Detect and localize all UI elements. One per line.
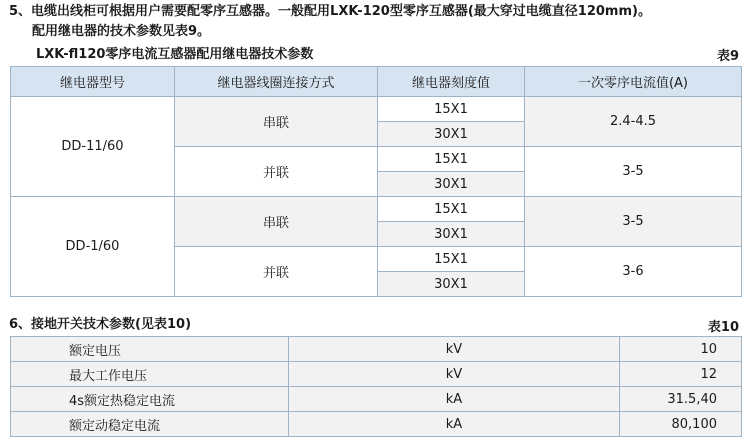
param-unit: kA	[289, 412, 620, 437]
param-name: 最大工作电压	[11, 362, 289, 387]
scale-cell: 15X1	[378, 247, 525, 272]
current-cell: 3-5	[525, 197, 742, 247]
param-value: 10	[620, 337, 742, 362]
section5-line2: 配用继电器的技术参数见表9。	[32, 24, 211, 39]
scale-cell: 30X1	[378, 122, 525, 147]
param-unit: kV	[289, 362, 620, 387]
param-value: 12	[620, 362, 742, 387]
header-scale: 继电器刻度值	[378, 67, 525, 97]
relay-params-table	[10, 66, 742, 297]
header-connection: 继电器线圈连接方式	[175, 67, 378, 97]
scale-cell: 15X1	[378, 97, 525, 122]
section5-line1: 5、电缆出线柜可根据用户需要配零序互感器。一般配用LXK-120型零序互感器(最大穿过电缆直径120mm)。	[9, 4, 651, 19]
scale-cell: 15X1	[378, 197, 525, 222]
param-value: 31.5,40	[620, 387, 742, 412]
table10-label: 表10	[707, 320, 739, 335]
current-cell: 2.4-4.5	[525, 97, 742, 147]
table-header-row	[11, 67, 742, 97]
scale-cell: 30X1	[378, 172, 525, 197]
relay-model-cell: DD-1/60	[11, 197, 175, 297]
table-row	[11, 197, 742, 222]
param-value: 80,100	[620, 412, 742, 437]
grounding-switch-params-table	[10, 336, 742, 437]
table-row	[11, 337, 742, 362]
connection-cell: 串联	[175, 197, 378, 247]
header-current: 一次零序电流值(A)	[525, 67, 742, 97]
scale-cell: 30X1	[378, 272, 525, 297]
param-name: 额定动稳定电流	[11, 412, 289, 437]
relay-model-cell: DD-11/60	[11, 97, 175, 197]
table-row	[11, 362, 742, 387]
param-name: 4s额定热稳定电流	[11, 387, 289, 412]
table-row	[11, 97, 742, 122]
header-model: 继电器型号	[11, 67, 175, 97]
connection-cell: 并联	[175, 147, 378, 197]
current-cell: 3-5	[525, 147, 742, 197]
param-name: 额定电压	[11, 337, 289, 362]
scale-cell: 15X1	[378, 147, 525, 172]
table-row	[11, 412, 742, 437]
section6-heading: 6、接地开关技术参数(见表10)	[9, 317, 192, 332]
table9-label: 表9	[716, 49, 739, 64]
scale-cell: 30X1	[378, 222, 525, 247]
param-unit: kV	[289, 337, 620, 362]
table9-title: LXK-fl120零序电流互感器配用继电器技术参数	[36, 47, 314, 62]
table-row	[11, 387, 742, 412]
connection-cell: 串联	[175, 97, 378, 147]
current-cell: 3-6	[525, 247, 742, 297]
param-unit: kA	[289, 387, 620, 412]
connection-cell: 并联	[175, 247, 378, 297]
